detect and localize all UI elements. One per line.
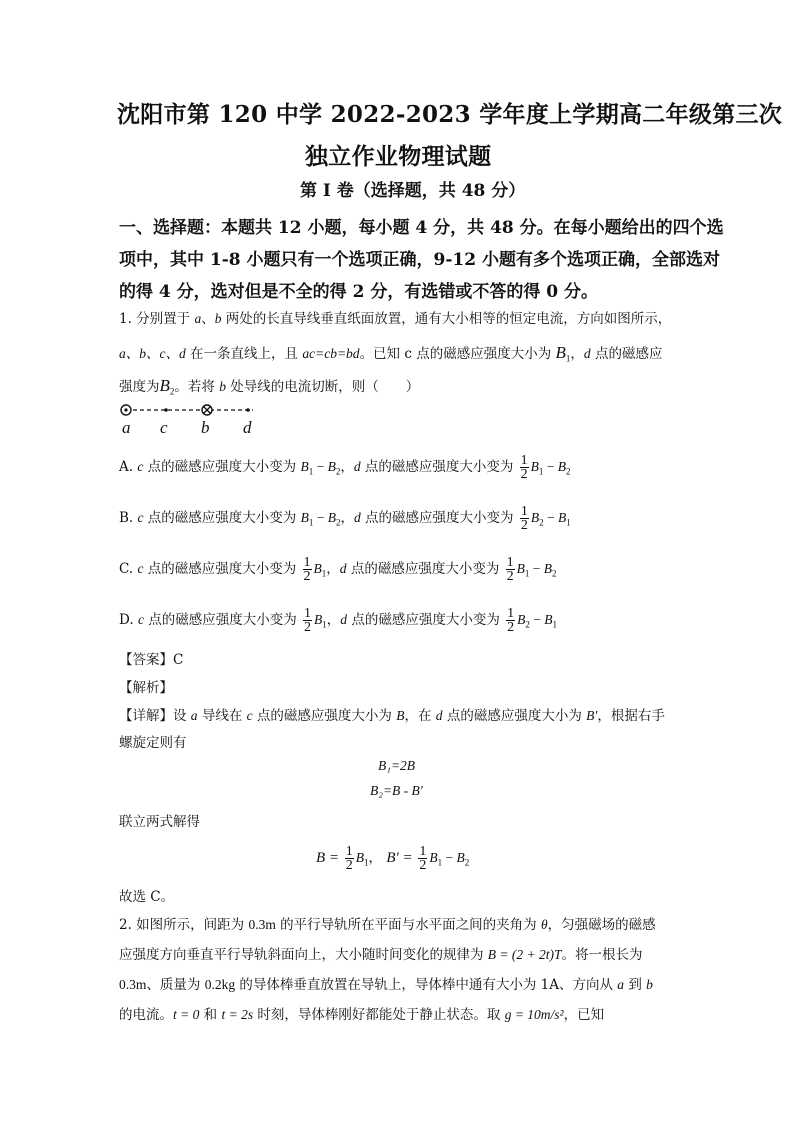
- q1-line-2: a、b、c、d 在一条直线上，且 ac=cb=bd。已知 c 点的磁感应强度大小为 $B_1$，d 点的磁感应: [119, 343, 663, 364]
- option-a[interactable]: A. c 点的磁感应强度大小变为 $B_1 - B_2$，d 点的磁感应强度大小变为 $\frac{1}{2}$ $B_1 - B_2$: [119, 453, 571, 482]
- label-c: c: [160, 418, 168, 437]
- combine-text: 联立两式解得: [119, 814, 200, 830]
- analysis-label: 【解析】: [119, 680, 173, 696]
- section-line-3: 的得 4 分，选对但是不全的得 2 分，有选错或不答的得 0 分。: [119, 282, 598, 302]
- label-a: a: [122, 418, 131, 437]
- label-b: b: [201, 418, 210, 437]
- volume-header: 第 I 卷（选择题，共 48 分）: [300, 181, 526, 201]
- detail-line-2: 螺旋定则有: [119, 735, 187, 751]
- wire-a-out-of-page-icon: [121, 405, 131, 415]
- option-d[interactable]: D. c 点的磁感应强度大小变为 $\frac{1}{2}$ $B_1$，d 点的磁感应强度大小变为 $\frac{1}{2}$ $B_2 - B_1$: [119, 606, 557, 635]
- title-line-2: 独立作业物理试题: [305, 143, 492, 170]
- option-b[interactable]: B. c 点的磁感应强度大小变为 $B_1 - B_2$，d 点的磁感应强度大小变为 $\frac{1}{2}$ $B_2 - B_1$: [119, 504, 571, 533]
- q1-line-3: 强度为$B_2$。若将 b 处导线的电流切断，则（ ）: [119, 376, 420, 397]
- fraction-half: $\frac{1}{2}$: [506, 555, 514, 584]
- equation-1: B₁=2B: [378, 758, 416, 773]
- equation-3: B = $\frac{1}{2}$ $B_1$， B′ = $\frac{1}{2}$ $B_1 - B_2$: [316, 844, 470, 873]
- fraction-half: $\frac{1}{2}$: [419, 844, 427, 873]
- fraction-half: $\frac{1}{2}$: [520, 504, 528, 533]
- option-c[interactable]: C. c 点的磁感应强度大小变为 $\frac{1}{2}$ $B_1$，d 点的磁感应强度大小变为 $\frac{1}{2}$ $B_1 - B_2$: [119, 555, 557, 584]
- fraction-half: $\frac{1}{2}$: [520, 453, 528, 482]
- point-d-dot: [246, 408, 250, 412]
- conclusion-text: 故选 C。: [119, 889, 175, 905]
- fraction-half: $\frac{1}{2}$: [303, 555, 311, 584]
- section-line-2: 项中，其中 1-8 小题只有一个选项正确，9-12 小题有多个选项正确，全部选对: [119, 250, 721, 270]
- q2-line-4: 的电流。t = 0 和 t = 2s 时刻，导体棒刚好都能处于静止状态。取 g = 10m/s²，已知: [119, 1007, 605, 1023]
- point-c-dot: [164, 408, 168, 412]
- fraction-half: $\frac{1}{2}$: [507, 606, 515, 635]
- label-d: d: [243, 418, 252, 437]
- q1-line-1: 1. 分别置于 a、b 两处的长直导线垂直纸面放置，通有大小相等的恒定电流，方向如图所示，: [119, 311, 672, 327]
- q2-line-1: 2. 如图所示，间距为 0.3m 的平行导轨所在平面与水平面之间的夹角为 θ，匀强磁场的磁感: [119, 917, 656, 933]
- equation-2: B₂=B - B′: [370, 783, 423, 798]
- answer-line: 【答案】C: [119, 652, 184, 668]
- section-line-1: 一、选择题：本题共 12 小题，每小题 4 分，共 48 分。在每小题给出的四个选: [119, 218, 724, 238]
- q2-line-2: 应强度方向垂直平行导轨斜面向上，大小随时间变化的规律为 B = (2 + 2t)T。将一根长为: [119, 947, 643, 963]
- title-line-1: 沈阳市第 120 中学 2022-2023 学年度上学期高二年级第三次: [117, 101, 783, 128]
- fraction-half: $\frac{1}{2}$: [345, 844, 353, 873]
- q2-line-3: 0.3m、质量为 0.2kg 的导体棒垂直放置在导轨上，导体棒中通有大小为 1A、方向从 a 到 b: [119, 977, 653, 993]
- fraction-half: $\frac{1}{2}$: [304, 606, 312, 635]
- detail-line-1: 【详解】设 a 导线在 c 点的磁感应强度大小为 B，在 d 点的磁感应强度大小为 B′，根据右手: [119, 708, 665, 724]
- wire-b-into-page-icon: [202, 405, 212, 415]
